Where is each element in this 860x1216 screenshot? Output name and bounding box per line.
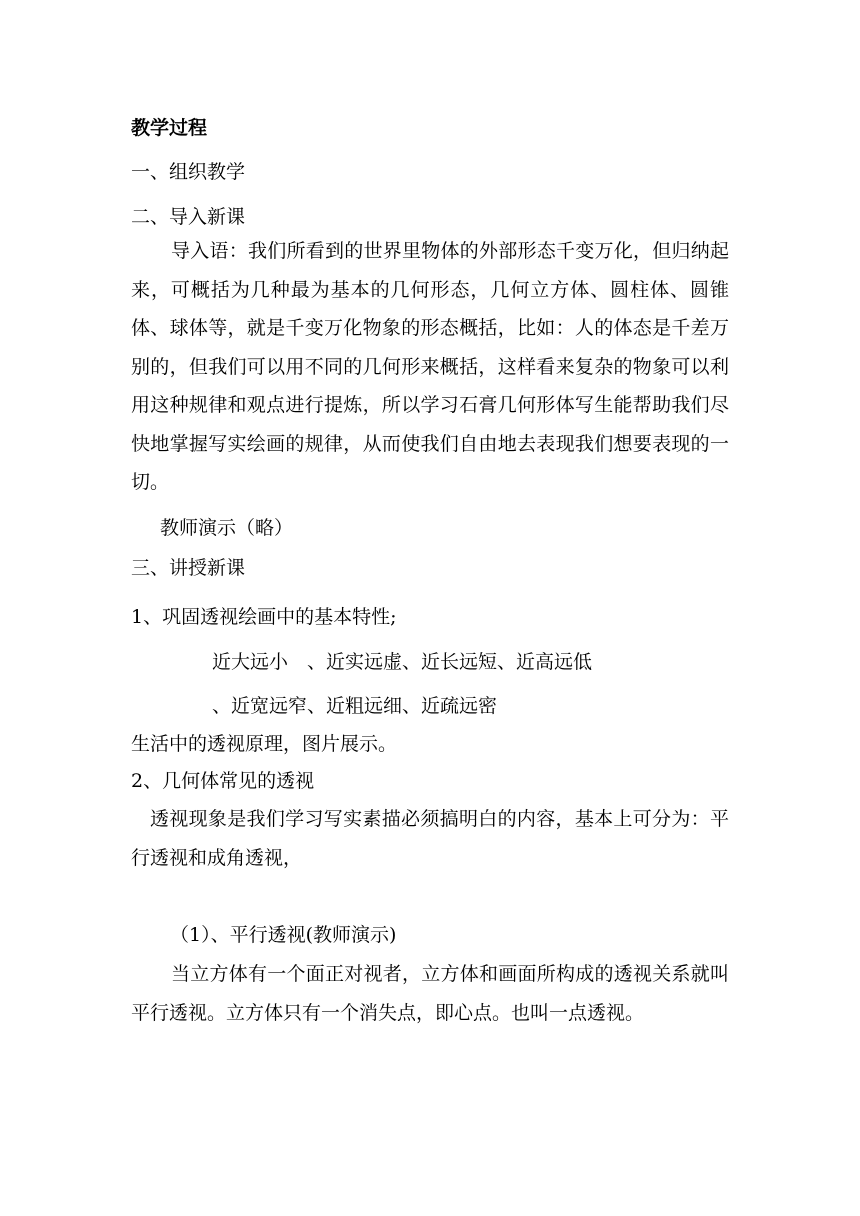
perspective-paragraph: 透视现象是我们学习写实素描必须搞明白的内容，基本上可分为：平行透视和成角透视， [131, 808, 729, 869]
life-example-line: 生活中的透视原理，图片展示。 [131, 733, 398, 755]
section-new-lesson: 三、讲授新课 [131, 557, 246, 579]
point-2-heading: 2、几何体常见的透视 [131, 770, 315, 792]
parallel-perspective-paragraph: 当立方体有一个面正对视者，立方体和画面所构成的透视关系就叫平行透视。立方体只有一个消失点，即心点。也叫一点透视。 [131, 963, 729, 1024]
document-title: 教学过程 [131, 117, 208, 139]
teacher-demo-note: 教师演示（略） [160, 517, 294, 539]
perspective-rules-line-2: 、近宽远窄、近粗远细、近疏远密 [212, 695, 498, 717]
section-introduce-lesson: 二、导入新课 [131, 206, 246, 228]
section-organize-teaching: 一、组织教学 [131, 161, 246, 183]
parallel-perspective-heading: （1）、平行透视(教师演示) [170, 924, 397, 946]
intro-paragraph: 导入语：我们所看到的世界里物体的外部形态千变万化，但归纳起来，可概括为几种最为基本的几何形态，几何立方体、圆柱体、圆锥体、球体等，就是千变万化物象的形态概括，比如：人的体态是千差万别的，但我们可以用不同的几何形来概括，这样看来复杂的物象可以利用这种规律和观点进行提炼，所以学习石膏几何形体写生能帮助我们尽快地掌握写实绘画的规律，从而使我们自由地去表现我们想要表现的一切。 [131, 240, 729, 493]
point-1-heading: 1、巩固透视绘画中的基本特性; [131, 606, 397, 628]
perspective-rules-line-1: 近大远小 、近实远虚、近长远短、近高远低 [212, 651, 593, 673]
